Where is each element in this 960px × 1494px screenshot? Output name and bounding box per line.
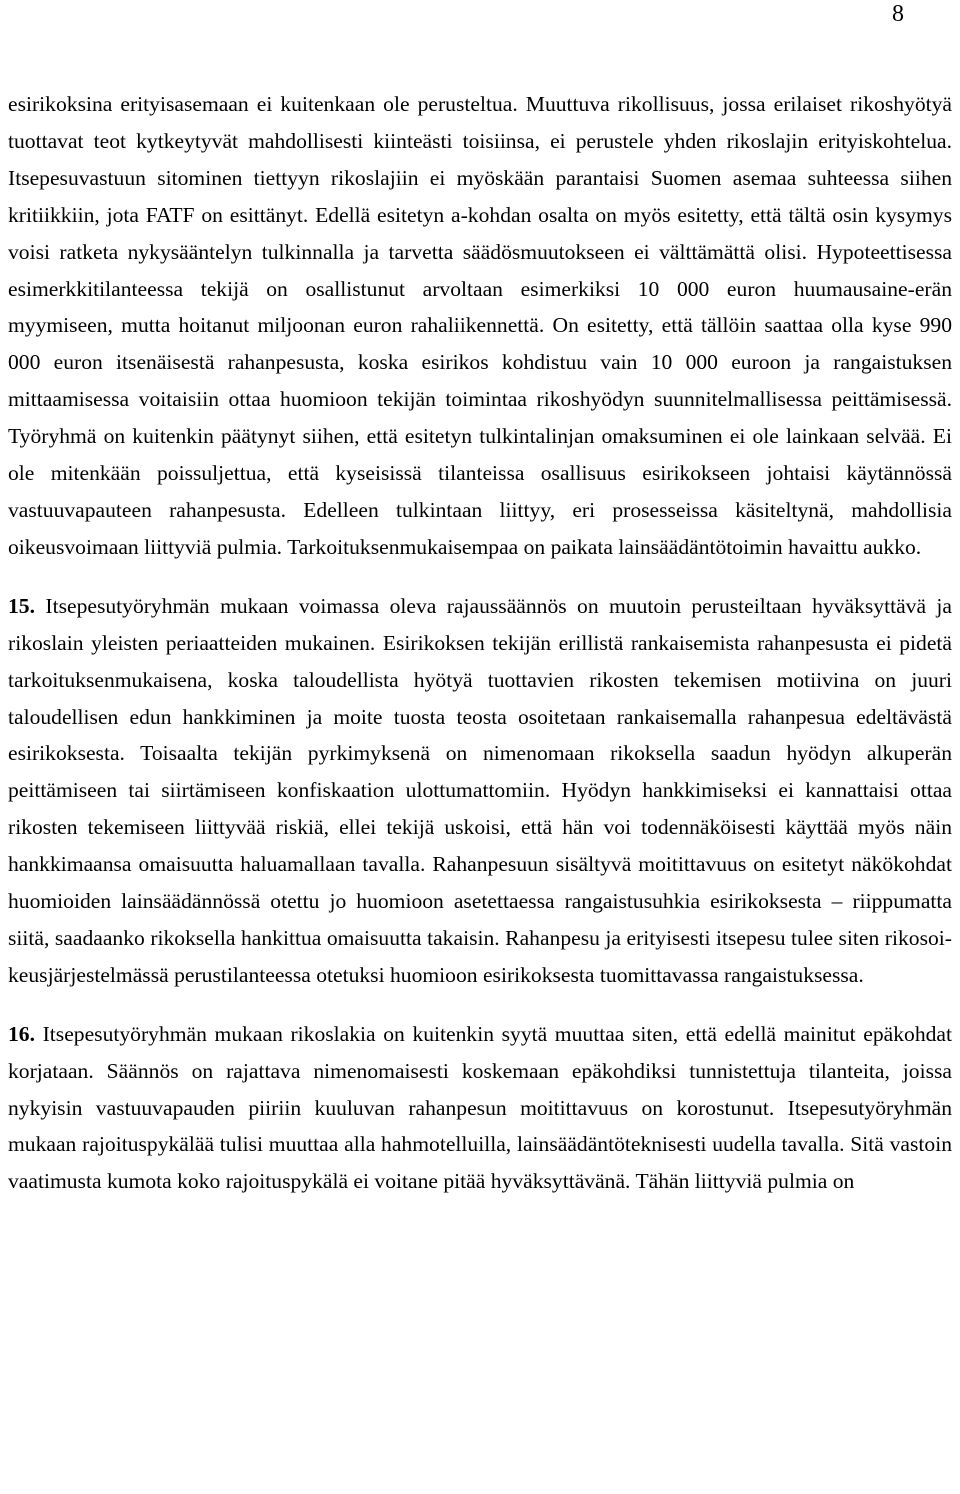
paragraph-number: 16. [8,1021,35,1046]
paragraph-text: Itsepesutyöryhmän mukaan voimassa oleva rajaussäännös on muutoin perusteiltaan hyväksyttävä ja rikoslain yleisten periaatteiden mukainen. Esirikoksen tekijän erillistä rankaisemista rahanpesusta ei pidetä tarkoituksenmukaisena, koska taloudellista hyötyä tuottavien rikosten tekemisen motiivina on juuri taloudellisen edun hankkiminen ja moite tuosta teosta osoitetaan rankaisemalla rahanpesua edeltävästä esirikoksesta. Toisaalta tekijän pyrkimyksenä on nimenomaan rikoksella saadun hyödyn alkuperän peittämiseen tai siirtämiseen konfiskaation ulottumattomiin. Hyödyn hankkimiseksi ei kannattaisi ottaa rikosten tekemiseen liittyvää riskiä, ellei tekijä uskoisi, että hän voi todennäköisesti käyttää myös näin hankkimaansa omaisuutta haluamallaan tavalla. Rahanpesuun sisältyvä moitittavuus on esitetyt näkökohdat huomioiden lainsäädännössä otettu jo huomioon asetettaessa rangaistusuhkia esirikoksesta – riippumatta siitä, saadaanko rikoksella hankittua omaisuutta takaisin. Rahanpesu ja erityisesti itsepesu tulee siten rikosoikeusjärjestelmässä perustilanteessa otetuksi huomioon esirikoksesta tuomittavassa rangaistuksessa. [8,593,952,987]
document-body [8,86,952,1200]
paragraph-16 [8,1016,952,1201]
paragraph-text: Itsepesutyöryhmän mukaan rikoslakia on kuitenkin syytä muuttaa siten, että edellä mainitut epäkohdat korjataan. Säännös on rajattava nimenomaisesti koskemaan epäkohdiksi tunnistettuja tilanteita, joissa nykyisin vastuuvapauden piiriin kuuluvan rahanpesun moitittavuus on korostunut. Itsepesutyöryhmän mukaan rajoituspykälää tulisi muuttaa alla hahmotelluilla, lainsäädäntöteknisesti uudella tavalla. Sitä vastoin vaatimusta kumota koko rajoituspykälä ei voitane pitää hyväksyttävänä. Tähän liittyviä pulmia on [8,1021,952,1194]
page-number: 8 [892,1,904,27]
paragraph [8,86,952,566]
paragraph-text: esirikoksina erityisasemaan ei kuitenkaan ole perusteltua. Muuttuva rikollisuus, jossa erilaiset rikoshyötyä tuottavat teot kytkeytyvät mahdollisesti kiinteästi toisiinsa, ei perustele yhden rikoslajin erityiskohtelua. Itsepesuvastuun sitominen tiettyyn rikoslajiin ei myöskään parantaisi Suomen asemaa suhteessa siihen kritiikkiin, jota FATF on esittänyt. Edellä esitetyn a-kohdan osalta on myös esitetty, että tältä osin kysymys voisi ratketa nykysääntelyn tulkinnalla ja tarvetta säädösmuutokseen ei välttämättä olisi. Hypoteettisessa esimerkkitilanteessa tekijä on osallistunut arvoltaan esimerkiksi 10 000 euron huumausaine-erän myymiseen, mutta hoitanut miljoonan euron rahaliikennettä. On esitetty, että tällöin saattaa olla kyse 990 000 euron itsenäisestä rahanpesusta, koska esirikos kohdistuu vain 10 000 euroon ja rangaistuksen mittaamisessa voitaisiin ottaa huomioon tekijän toimintaa rikoshyödyn suunnitelmallisessa peittämisessä. Työryhmä on kuitenkin päätynyt siihen, että esitetyn tulkintalinjan omaksuminen ei ole lainkaan selvää. Ei ole mitenkään poissuljettua, että kyseisissä tilanteissa osallisuus esirikokseen johtaisi käytännössä vastuuvapauteen rahanpesusta. Edelleen tulkintaan liittyy, eri prosesseissa käsiteltynä, mahdollisia oikeusvoimaan liittyviä pulmia. Tarkoituksenmukaisempaa on paikata lainsäädäntötoimin havaittu aukko. [8,92,952,559]
paragraph-number: 15. [8,593,35,618]
paragraph-15 [8,588,952,994]
